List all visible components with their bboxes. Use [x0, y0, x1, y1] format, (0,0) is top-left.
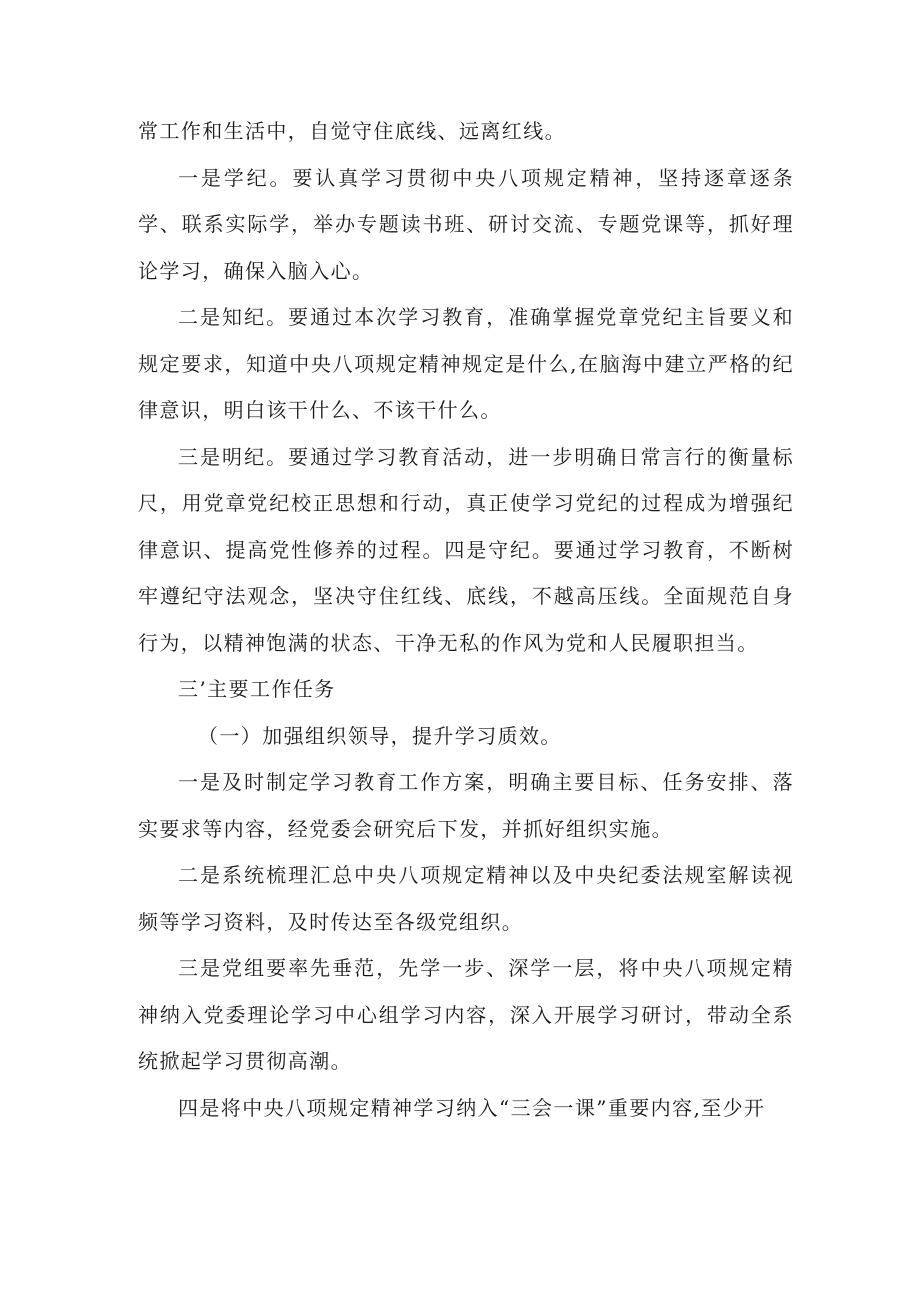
paragraph-8: 二是系统梳理汇总中央八项规定精神以及中央纪委法规室解读视频等学习资料，及时传达至各级党组织。 [138, 863, 794, 934]
paragraph-3: 二是知纪。要通过本次学习教育，准确掌握党章党纪主旨要义和规定要求，知道中央八项规定精神规定是什么,在脑海中建立严格的纪律意识，明白该干什么、不该干什么。 [138, 305, 794, 422]
paragraph-1: 常工作和生活中，自觉守住底线、远离红线。 [138, 119, 566, 143]
document-body [138, 108, 794, 1131]
paragraph-10: 四是将中央八项规定精神学习纳入“三会一课”重要内容,至少开 [178, 1095, 766, 1120]
subsection-heading: （一）加强组织领导，提升学习质效。 [198, 723, 562, 748]
section-heading: 三’主要工作任务 [178, 677, 336, 701]
paragraph-9: 三是党组要率先垂范，先学一步、深学一层，将中央八项规定精神纳入党委理论学习中心组学习内容，深入开展学习研讨，带动全系统掀起学习贯彻高潮。 [138, 956, 794, 1073]
paragraph-4: 三是明纪。要通过学习教育活动，进一步明确日常言行的衡量标尺，用党章党纪校正思想和行动，真正使学习党纪的过程成为增强纪律意识、提高党性修养的过程。四是守纪。要通过学习教育，不断树牢遵纪守法观念，坚决守住红线、底线，不越高压线。全面规范自身行为，以精神饱满的状态、干净无私的作风为党和人民履职担当。 [138, 444, 794, 655]
paragraph-2: 一是学纪。要认真学习贯彻中央八项规定精神，坚持逐章逐条学、联系实际学，举办专题读书班、研讨交流、专题党课等，抓好理论学习，确保入脑入心。 [138, 165, 794, 283]
paragraph-7: 一是及时制定学习教育工作方案，明确主要目标、任务安排、落实要求等内容，经党委会研究后下发，并抓好组织实施。 [138, 770, 794, 841]
